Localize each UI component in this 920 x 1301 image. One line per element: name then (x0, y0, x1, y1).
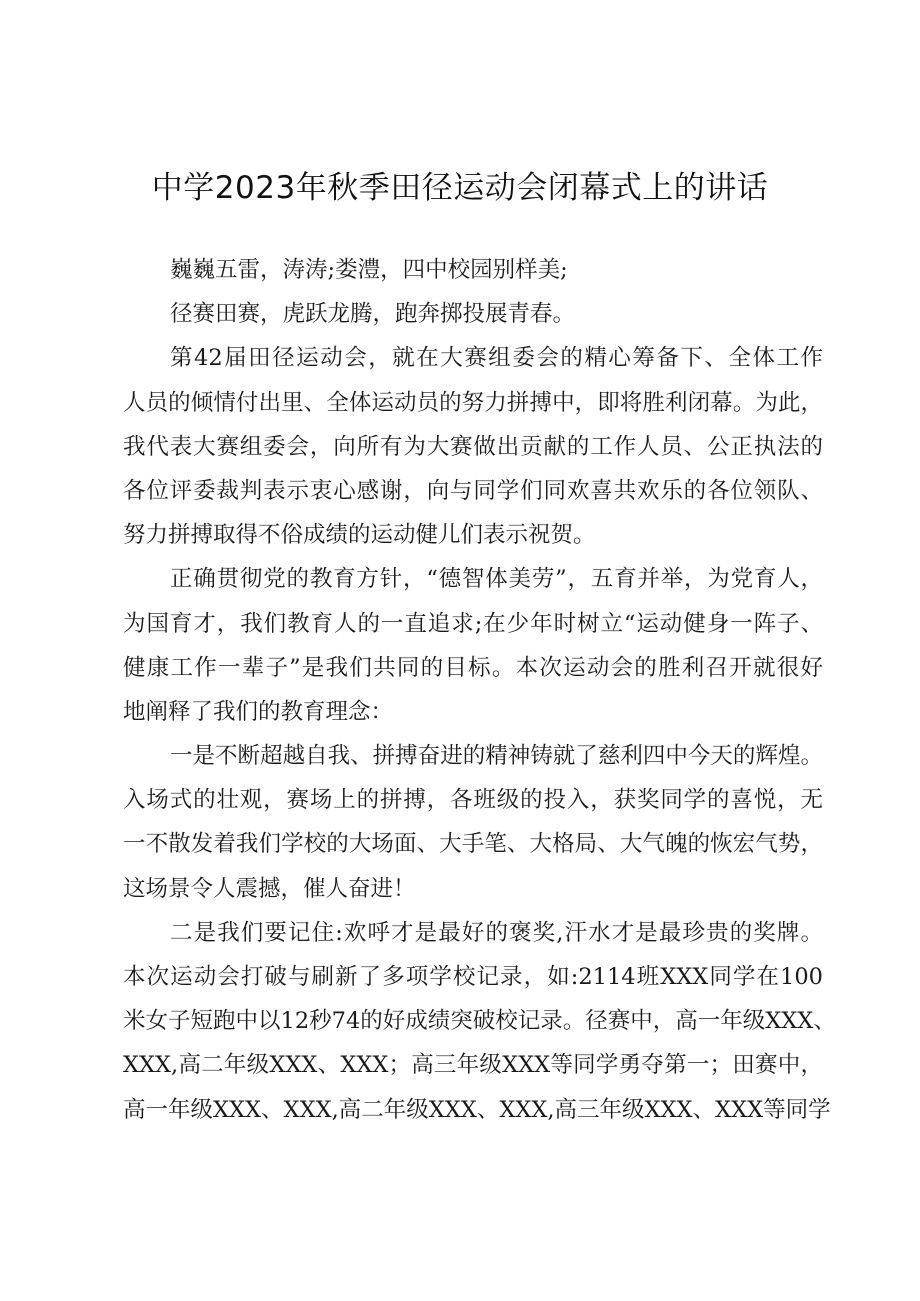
paragraph-4-line-2: 本次运动会打破与刷新了多项学校记录，如:2114班XXX同学在100 (123, 964, 823, 990)
paragraph-3-line-1: 一是不断超越自我、拼搏奋进的精神铸就了慈利四中今天的辉煌。 (170, 743, 823, 770)
paragraph-1-line-4: 各位评委裁判表示衷心感谢，向与同学们同欢喜共欢乐的各位领队、 (123, 477, 823, 504)
paragraph-2-line-1: 正确贯彻党的教育方针，“德智体美劳”，五育并举，为党育人， (170, 566, 823, 593)
paragraph-1-line-1: 第42届田径运动会，就在大赛组委会的精心筹备下、全体工作 (170, 345, 823, 372)
paragraph-3-line-3: 一不散发着我们学校的大场面、大手笔、大格局、大气魄的恢宏气势， (123, 831, 823, 858)
paragraph-4-line-4: XXX,高二年级XXX、XXX；高三年级XXX等同学勇夺第一；田赛中， (123, 1052, 823, 1079)
paragraph-3-line-4: 这场景令人震撼，催人奋进！ (123, 875, 416, 902)
paragraph-4-line-1: 二是我们要记住:欢呼才是最好的褒奖,汗水才是最珍贵的奖牌。 (170, 919, 823, 946)
document-title: 中学2023年秋季田径运动会闭幕式上的讲话 (151, 170, 769, 206)
verse-line-1: 巍巍五雷，涛涛;娄澧，四中校园别样美; (170, 257, 568, 283)
document-body (123, 248, 836, 1132)
paragraph-4-line-3: 米女子短跑中以12秒74的好成绩突破校记录。径赛中，高一年级XXX、 (123, 1008, 836, 1035)
paragraph-2-line-3: 健康工作一辈子”是我们共同的目标。本次运动会的胜利召开就很好 (123, 654, 823, 681)
paragraph-4-line-5: 高一年级XXX、XXX,高二年级XXX、XXX,高三年级XXX、XXX等同学 (123, 1096, 831, 1123)
paragraph-2-line-2: 为国育才，我们教育人的一直追求;在少年时树立“运动健身一阵子、 (123, 610, 823, 637)
paragraph-1-line-3: 我代表大赛组委会，向所有为大赛做出贡献的工作人员、公正执法的 (123, 433, 823, 460)
paragraph-1-line-2: 人员的倾情付出里、全体运动员的努力拼搏中，即将胜利闭幕。为此， (123, 389, 823, 416)
paragraph-3-line-2: 入场式的壮观，赛场上的拼搏，各班级的投入，获奖同学的喜悦，无 (123, 787, 823, 814)
paragraph-2-line-4: 地阐释了我们的教育理念： (123, 698, 394, 725)
paragraph-1-line-5: 努力拼搏取得不俗成绩的运动健儿们表示祝贺。 (123, 522, 596, 549)
verse-line-2: 径赛田赛，虎跃龙腾，跑奔掷投展青春。 (170, 301, 576, 328)
